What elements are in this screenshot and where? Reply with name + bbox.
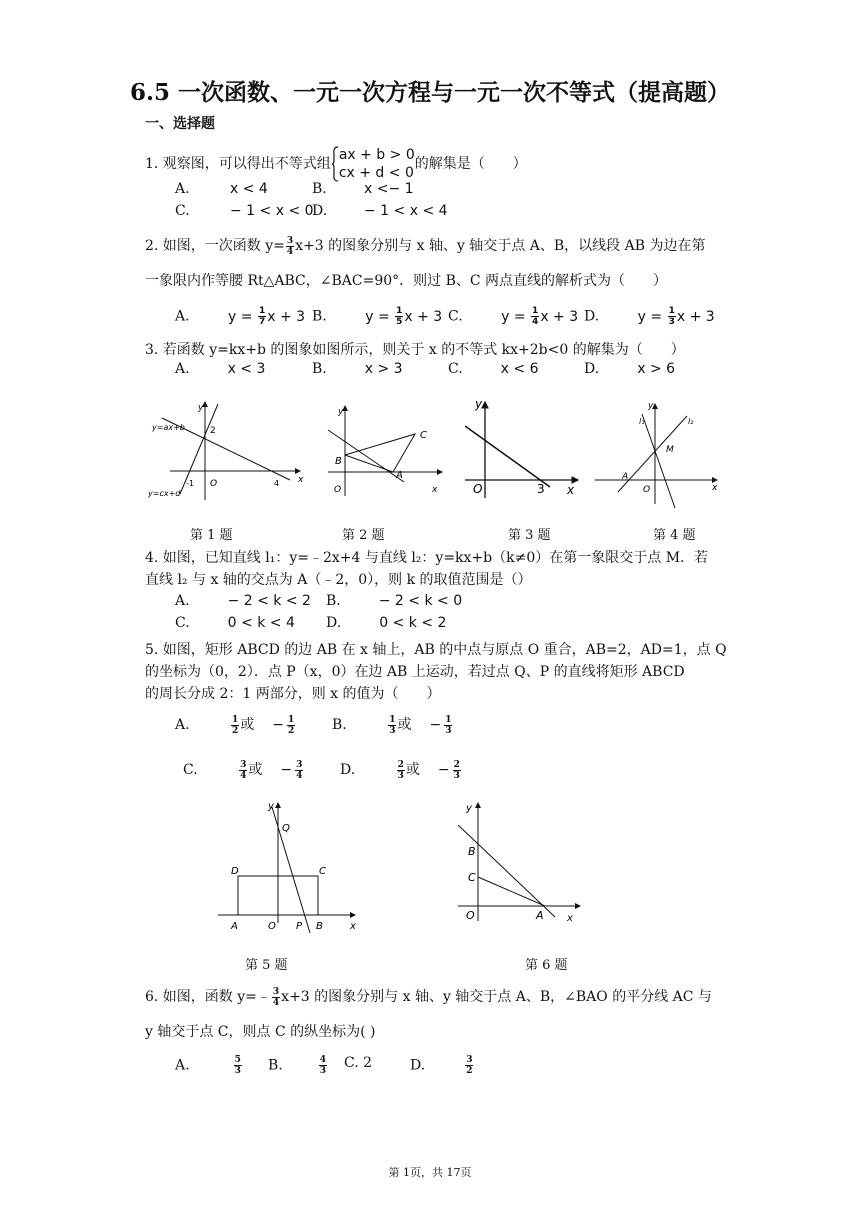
- page-title: 6.5 一次函数、一元一次方程与一元一次不等式（提高题）: [129, 79, 731, 106]
- option-label: D.: [584, 361, 600, 377]
- minus-sign: −: [437, 762, 450, 778]
- question-4-line-2: 直线 l₂ 与 x 轴的交点为 A（﹣2，0），则 k 的取值范围是（）: [145, 572, 532, 588]
- option-value: [238, 759, 304, 781]
- fraction-denominator: 3: [389, 725, 396, 736]
- axis-y-label: y: [475, 397, 483, 411]
- option-label: B.: [312, 308, 327, 325]
- point-c-label: C: [319, 866, 326, 877]
- axis-x-label: x: [712, 483, 718, 493]
- fraction-denominator: 3: [668, 317, 675, 327]
- fraction-denominator: 4: [272, 997, 280, 1008]
- q6-fraction: [272, 987, 280, 1008]
- option-value: 0 < k < 4: [227, 615, 295, 631]
- point-b-label: B: [335, 456, 342, 467]
- axis-y-label: y: [338, 407, 344, 417]
- fraction-denominator: 2: [466, 1066, 473, 1076]
- question-2-line-1: [145, 235, 705, 257]
- q1-option-d[interactable]: [312, 203, 327, 219]
- q4-option-a[interactable]: [175, 593, 311, 609]
- q4-option-c[interactable]: [175, 615, 295, 631]
- option-value: [387, 714, 453, 736]
- option-label: C.: [175, 203, 190, 219]
- q1-eq1: ax + b > 0: [338, 147, 415, 163]
- q2-option-c[interactable]: [448, 306, 578, 327]
- option-value: [230, 714, 296, 736]
- l1-label: l₁: [639, 417, 645, 426]
- point-c-label: C: [420, 430, 427, 441]
- option-label: D.: [340, 762, 356, 778]
- fraction-numerator: 1: [389, 714, 396, 725]
- figure-row-2: [200, 795, 600, 940]
- q1-option-d-value: − 1 < x < 4: [364, 203, 448, 219]
- fraction-denominator: 3: [453, 770, 460, 781]
- point-a-label: A: [536, 909, 544, 922]
- option-label: A.: [175, 1057, 190, 1074]
- option-label: D.: [312, 203, 328, 219]
- q1-prefix: 1. 观察图，可以得出不等式组: [145, 156, 331, 172]
- fraction-numerator: 1: [288, 714, 295, 725]
- q6-text-a: 6. 如图，函数 y=﹣: [145, 989, 271, 1005]
- q6-option-c[interactable]: [344, 1055, 372, 1071]
- q1-option-c[interactable]: [175, 203, 190, 219]
- figure-2: [328, 406, 442, 496]
- question-5-line-2: 的坐标为（0，2）．点 P（x，0）在边 AB 上运动，若过点 Q、P 的直线将矩形 ABCD: [145, 664, 685, 680]
- fraction-denominator: 3: [319, 1066, 327, 1076]
- point-c-label: C: [468, 871, 476, 884]
- q5-option-d[interactable]: [340, 759, 462, 781]
- fraction-denominator: 4: [296, 770, 303, 781]
- option-label: D.: [584, 308, 600, 325]
- fraction-numerator: 5: [234, 1055, 241, 1065]
- option-label: A.: [175, 361, 190, 377]
- fraction-numerator: 1: [668, 306, 675, 316]
- fraction-numerator: 1: [258, 306, 266, 316]
- figure-5: [218, 801, 356, 933]
- option-label: B.: [312, 361, 327, 377]
- caption-fig-3: 第 3 题: [508, 528, 551, 543]
- figure-row-1: [140, 392, 740, 512]
- formula-suffix: x + 3: [676, 308, 715, 325]
- section-heading: 一、选择题: [145, 116, 215, 132]
- q6-option-b[interactable]: [268, 1055, 328, 1076]
- option-label: A.: [175, 308, 190, 325]
- fraction-denominator: 7: [258, 317, 266, 327]
- l2-label: l₂: [688, 417, 694, 426]
- q5-option-a[interactable]: [175, 714, 296, 736]
- q1-system: [339, 146, 415, 182]
- option-label: A.: [175, 717, 190, 733]
- q5-option-c[interactable]: [183, 759, 304, 781]
- question-1: [145, 146, 527, 182]
- fraction-denominator: 3: [445, 725, 452, 736]
- question-6-line-1: [145, 986, 712, 1008]
- axis-y-label: y: [648, 401, 654, 411]
- q1-option-b-value: x <− 1: [364, 181, 414, 197]
- q1-option-c-value: − 1 < x < 0: [230, 203, 314, 219]
- or-word: 或: [248, 762, 263, 778]
- minus-sign: −: [280, 762, 293, 778]
- axis-y-label: y: [268, 801, 274, 812]
- option-label: B.: [326, 593, 341, 609]
- caption-fig-2: 第 2 题: [342, 528, 385, 543]
- q3-option-c[interactable]: [448, 361, 539, 377]
- line-kx-b: [465, 426, 550, 487]
- fraction-numerator: 3: [296, 759, 303, 770]
- q1-option-a[interactable]: [175, 181, 190, 197]
- q1-option-a-value: x < 4: [230, 181, 268, 197]
- fraction-numerator: 3: [272, 986, 280, 997]
- axis-x-label: x: [298, 475, 304, 485]
- axis-y-label: y: [198, 403, 204, 413]
- option-label: B.: [332, 717, 347, 733]
- fraction-numerator: 1: [396, 306, 403, 316]
- tick-neg1: -1: [186, 479, 194, 488]
- option-formula: [637, 306, 715, 327]
- triangle-bca: [345, 434, 415, 472]
- origin-label: O: [210, 479, 218, 489]
- or-word: 或: [405, 762, 420, 778]
- option-label: D.: [326, 615, 342, 631]
- brace-icon: [331, 146, 339, 182]
- question-3: 3. 若函数 y=kx+b 的图象如图所示，则关于 x 的不等式 kx+2b<0 的解集为（ ）: [145, 342, 685, 358]
- axis-x-label: x: [432, 485, 438, 495]
- label-ax-b: y=ax+b: [152, 423, 185, 432]
- option-formula: [501, 306, 579, 327]
- option-value: x < 3: [227, 361, 266, 377]
- point-a-label: A: [231, 921, 238, 932]
- point-p-label: P: [296, 921, 303, 932]
- option-label: B.: [268, 1057, 283, 1074]
- option-label: A.: [175, 593, 190, 609]
- q2-text-b: x+3 的图象分别与 x 轴、y 轴交于点 A、B，以线段 AB 为边在第: [295, 238, 706, 254]
- minus-sign: −: [272, 717, 285, 733]
- fraction-denominator: 5: [396, 317, 403, 327]
- point-b-label: B: [316, 921, 323, 932]
- formula-prefix: y =: [365, 308, 395, 325]
- option-label: C.: [175, 615, 190, 631]
- q3-option-a[interactable]: [175, 361, 265, 377]
- point-a-label: A: [396, 470, 403, 481]
- q4-option-d[interactable]: [326, 615, 446, 631]
- question-4-line-1: 4. 如图，已知直线 l₁：y=﹣2x+4 与直线 l₂：y=kx+b（k≠0）在第一象限交于点 M．若: [145, 550, 709, 566]
- origin-label: O: [466, 909, 475, 922]
- option-value: x > 3: [364, 361, 403, 377]
- formula-suffix: x + 3: [404, 308, 443, 325]
- fraction-numerator: 3: [466, 1055, 473, 1065]
- option-label: A.: [175, 181, 190, 197]
- fraction-denominator: 4: [286, 246, 294, 257]
- tick-4: 4: [274, 479, 280, 488]
- formula-suffix: x + 3: [267, 308, 306, 325]
- bisector-ac: [478, 877, 545, 906]
- axis-x-label: x: [567, 483, 575, 497]
- q2-text-a: 2. 如图，一次函数 y=: [145, 238, 285, 254]
- axis-y-label: y: [466, 803, 472, 814]
- line-l2: [618, 416, 687, 492]
- caption-fig-5: 第 5 题: [245, 958, 288, 973]
- caption-fig-1: 第 1 题: [190, 528, 233, 543]
- q3-option-d[interactable]: [584, 361, 675, 377]
- tick-2: 2: [210, 426, 216, 436]
- fraction-denominator: 2: [232, 725, 239, 736]
- q4-option-b[interactable]: [326, 593, 462, 609]
- label-cx-d: y=cx+d: [148, 489, 181, 498]
- option-label: C.: [344, 1055, 359, 1071]
- option-value: − 2 < k < 0: [378, 593, 463, 609]
- caption-fig-6: 第 6 题: [525, 958, 568, 973]
- page-footer: 第 1页，共 17页: [388, 1166, 472, 1179]
- fraction-denominator: 4: [532, 317, 539, 327]
- minus-sign: −: [429, 717, 442, 733]
- q2-option-a[interactable]: [175, 306, 305, 327]
- question-6-line-2: y 轴交于点 C，则点 C 的纵坐标为( ): [145, 1024, 376, 1040]
- q5-option-b[interactable]: [332, 714, 453, 736]
- or-word: 或: [397, 717, 412, 733]
- figure-4: [595, 401, 718, 508]
- q6-text-b: x+3 的图象分别与 x 轴、y 轴交于点 A、B，∠BAO 的平分线 AC 与: [281, 989, 712, 1005]
- point-d-label: D: [231, 866, 239, 877]
- fraction-denominator: 3: [234, 1066, 241, 1076]
- point-q-label: Q: [282, 823, 290, 834]
- point-m-label: M: [666, 445, 674, 455]
- q1-suffix: 的解集是（ ）: [414, 156, 527, 172]
- q2-fraction: [286, 236, 294, 257]
- formula-suffix: x + 3: [540, 308, 579, 325]
- point-b-label: B: [468, 845, 476, 858]
- option-value: − 2 < k < 2: [227, 593, 311, 609]
- origin-label: O: [473, 482, 483, 496]
- fraction-numerator: 4: [319, 1055, 327, 1065]
- question-5-line-1: 5. 如图，矩形 ABCD 的边 AB 在 x 轴上，AB 的中点与原点 O 重合，AB=2，AD=1，点 Q: [145, 642, 727, 658]
- option-formula: [365, 306, 443, 327]
- option-label: C.: [448, 308, 463, 325]
- fraction-denominator: 4: [240, 770, 247, 781]
- axis-x-label: x: [350, 921, 356, 932]
- formula-prefix: y =: [501, 308, 531, 325]
- fraction-numerator: 1: [532, 306, 539, 316]
- option-value: 0 < k < 2: [379, 615, 447, 631]
- point-a-label: A: [622, 472, 629, 482]
- fraction-denominator: 3: [397, 770, 404, 781]
- formula-prefix: y =: [228, 308, 257, 325]
- figure-3: [465, 397, 578, 498]
- option-value: x > 6: [637, 361, 676, 377]
- fraction-denominator: 2: [288, 725, 295, 736]
- question-5-line-3: 的周长分成 2：1 两部分，则 x 的值为（ ）: [145, 686, 441, 702]
- q2-option-b[interactable]: [312, 306, 442, 327]
- q3-option-b[interactable]: [312, 361, 403, 377]
- figure-1: [147, 402, 304, 500]
- formula-prefix: y =: [637, 308, 667, 325]
- option-formula: [228, 306, 306, 327]
- fraction-numerator: 3: [286, 235, 294, 246]
- origin-label: O: [643, 485, 651, 495]
- or-word: 或: [240, 717, 255, 733]
- option-value: 2: [363, 1055, 373, 1071]
- fraction-numerator: 3: [240, 759, 247, 770]
- q1-eq2: cx + d < 0: [338, 165, 414, 181]
- q6-option-a[interactable]: [175, 1055, 243, 1076]
- option-label: D.: [410, 1057, 426, 1074]
- option-label: C.: [183, 762, 198, 778]
- caption-fig-4: 第 4 题: [653, 528, 696, 543]
- option-value: x < 6: [500, 361, 539, 377]
- question-2-line-2: 一象限内作等腰 Rt△ABC，∠BAC=90°．则过 B、C 两点直线的解析式为（ ）: [145, 273, 668, 289]
- option-label: B.: [312, 181, 327, 197]
- fraction-numerator: 1: [232, 714, 239, 725]
- option-label: C.: [448, 361, 463, 377]
- q1-option-b[interactable]: [312, 181, 327, 197]
- origin-label: O: [334, 485, 342, 495]
- fraction-numerator: 1: [445, 714, 452, 725]
- axis-x-label: x: [567, 913, 573, 924]
- q2-option-d[interactable]: [584, 306, 715, 327]
- origin-label: O: [268, 921, 276, 932]
- option-value: [396, 759, 462, 781]
- q6-option-d[interactable]: [410, 1055, 474, 1076]
- fraction-numerator: 2: [453, 759, 460, 770]
- figure-6: [458, 803, 580, 924]
- tick-3: 3: [537, 482, 545, 496]
- fraction-numerator: 2: [397, 759, 404, 770]
